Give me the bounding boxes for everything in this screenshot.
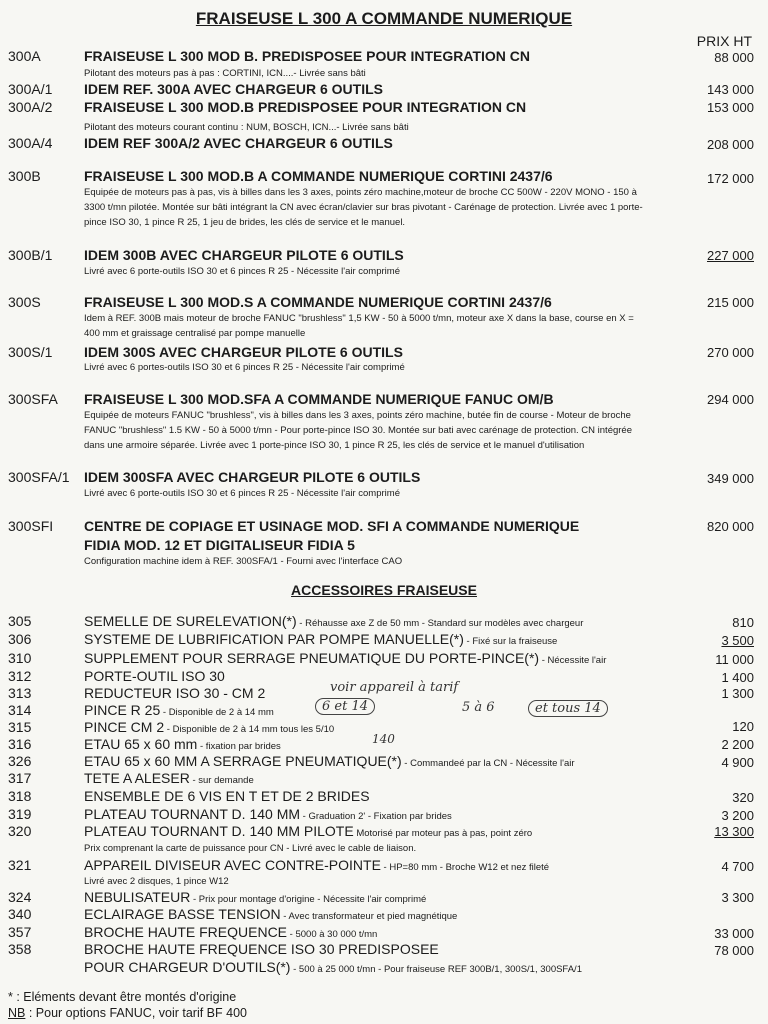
product-price: 215 000	[707, 295, 754, 310]
accessory-ref: 313	[8, 685, 32, 701]
accessory-price: 2 200	[721, 737, 754, 752]
accessory-ref: 312	[8, 668, 32, 684]
product-price: 349 000	[707, 471, 754, 486]
accessory-price: 78 000	[714, 943, 754, 958]
accessory-price: 810	[732, 615, 754, 630]
accessory-price: 1 300	[721, 686, 754, 701]
handwritten-note: et tous 14	[528, 700, 608, 717]
accessory-name: POUR CHARGEUR D'OUTILS(*) - 500 à 25 000 t/mn - Pour fraiseuse REF 300B/1, 300S/1, 300SFA/1	[84, 959, 582, 975]
accessory-name: ETAU 65 x 60 MM A SERRAGE PNEUMATIQUE(*) - Commandeé par la CN - Nécessite l'air	[84, 753, 575, 769]
product-ref: 300A	[8, 48, 41, 64]
accessory-ref: 305	[8, 613, 32, 629]
product-name: FRAISEUSE L 300 MOD.SFA A COMMANDE NUMERIQUE FANUC OM/B	[84, 391, 554, 407]
accessory-price: 33 000	[714, 926, 754, 941]
accessory-ref: 358	[8, 941, 32, 957]
accessory-price: 4 700	[721, 859, 754, 874]
product-ref: 300B/1	[8, 247, 53, 263]
product-desc: Idem à REF. 300B mais moteur de broche FANUC "brushless" 1,5 KW - 50 à 5000 t/mn, moteur axe X dans la base, course en X = 400 mm et graissage centralisé par pompe manuelle	[84, 313, 634, 339]
product-price: 153 000	[707, 100, 754, 115]
product-name: IDEM 300S AVEC CHARGEUR PILOTE 6 OUTILS	[84, 344, 403, 360]
product-ref: 300SFI	[8, 518, 54, 534]
product-name: CENTRE DE COPIAGE ET USINAGE MOD. SFI A COMMANDE NUMERIQUE	[84, 518, 580, 534]
accessory-ref: 324	[8, 889, 32, 905]
accessory-ref: 314	[8, 702, 32, 718]
product-price: 208 000	[707, 137, 754, 152]
accessory-price: 11 000	[715, 652, 754, 667]
accessory-name: PLATEAU TOURNANT D. 140 MM PILOTE Motorisé par moteur pas à pas, point zéro	[84, 823, 533, 839]
accessory-price: 3 200	[721, 808, 754, 823]
accessory-name: ETAU 65 x 60 mm - fixation par brides	[84, 736, 281, 752]
accessory-name: TETE A ALESER - sur demande	[84, 770, 254, 786]
product-ref: 300S/1	[8, 344, 53, 360]
accessories-title: ACCESSOIRES FRAISEUSE	[291, 582, 477, 598]
accessory-name: APPAREIL DIVISEUR AVEC CONTRE-POINTE - HP=80 mm - Broche W12 et nez fileté	[84, 857, 550, 873]
product-desc: Pilotant des moteurs pas à pas : CORTINI, ICN....- Livrée sans bâti	[84, 68, 366, 79]
product-ref: 300B	[8, 168, 41, 184]
accessory-price: 1 400	[721, 670, 754, 685]
accessory-name: NEBULISATEUR - Prix pour montage d'origine - Nécessite l'air comprimé	[84, 889, 427, 905]
product-desc: Equipée de moteurs FANUC "brushless", vis à billes dans les 3 axes, points zéro machine, butée fin de course - Moteur de broche FANUC "brushless" 1.5 KW - 50 à 5000 t/mn - Pour porte-pince ISO 30. Montée sur bati avec carénage de protection. CN intégrée dans une armoire séparée. Livrée avec 1 porte-pince ISO 30, 1 pince R 25, les clés de service et le manuel d'utilisation	[84, 410, 632, 451]
accessory-name: PINCE R 25 - Disponible de 2 à 14 mm	[84, 702, 274, 718]
product-ref: 300SFA/1	[8, 469, 70, 485]
product-name: FRAISEUSE L 300 MOD B. PREDISPOSEE POUR INTEGRATION CN	[84, 48, 530, 64]
accessory-name: SYSTEME DE LUBRIFICATION PAR POMPE MANUELLE(*) - Fixé sur la fraiseuse	[84, 631, 558, 647]
accessory-desc: Livré avec 2 disques, 1 pince W12	[84, 876, 229, 887]
accessory-name: PLATEAU TOURNANT D. 140 MM - Graduation 2' - Fixation par brides	[84, 806, 452, 822]
footnote: NB : Pour options FANUC, voir tarif BF 400	[8, 1006, 247, 1020]
product-name: FRAISEUSE L 300 MOD.B A COMMANDE NUMERIQUE CORTINI 2437/6	[84, 168, 553, 184]
accessory-ref: 321	[8, 857, 32, 873]
accessory-price: 13 300	[714, 824, 754, 839]
footnote: * : Eléments devant être montés d'origine	[8, 990, 237, 1004]
accessory-name: PORTE-OUTIL ISO 30	[84, 668, 225, 684]
accessory-ref: 315	[8, 719, 32, 735]
accessory-price: 3 500	[721, 633, 754, 648]
accessory-ref: 316	[8, 736, 32, 752]
accessory-price: 320	[732, 790, 754, 805]
accessory-ref: 319	[8, 806, 32, 822]
product-ref: 300A/2	[8, 99, 53, 115]
product-ref: 300A/1	[8, 81, 53, 97]
accessory-price: 120	[732, 719, 754, 734]
accessory-ref: 318	[8, 788, 32, 804]
product-price: 227 000	[707, 248, 754, 263]
product-price: 294 000	[707, 392, 754, 407]
handwritten-note: voir appareil à tarif	[330, 680, 459, 695]
product-desc: Configuration machine idem à REF. 300SFA/1 - Fourni avec l'interface CAO	[84, 556, 403, 567]
accessory-ref: 320	[8, 823, 32, 839]
accessory-ref: 340	[8, 906, 32, 922]
product-price: 88 000	[714, 50, 754, 65]
product-name: IDEM 300SFA AVEC CHARGEUR PILOTE 6 OUTILS	[84, 469, 421, 485]
product-price: 820 000	[707, 519, 754, 534]
accessory-name: BROCHE HAUTE FREQUENCE ISO 30 PREDISPOSEE	[84, 941, 439, 957]
accessory-name: SUPPLEMENT POUR SERRAGE PNEUMATIQUE DU PORTE-PINCE(*) - Nécessite l'air	[84, 650, 607, 666]
product-desc: Livré avec 6 porte-outils ISO 30 et 6 pinces R 25 - Nécessite l'air comprimé	[84, 266, 400, 277]
accessory-ref: 326	[8, 753, 32, 769]
product-name-line2: FIDIA MOD. 12 ET DIGITALISEUR FIDIA 5	[84, 537, 355, 553]
accessory-ref: 357	[8, 924, 32, 940]
product-price: 143 000	[707, 82, 754, 97]
accessory-ref: 306	[8, 631, 32, 647]
product-name: IDEM 300B AVEC CHARGEUR PILOTE 6 OUTILS	[84, 247, 404, 263]
accessory-name: PINCE CM 2 - Disponible de 2 à 14 mm tous les 5/10	[84, 719, 335, 735]
product-ref: 300S	[8, 294, 41, 310]
accessory-name: ENSEMBLE DE 6 VIS EN T ET DE 2 BRIDES	[84, 788, 370, 804]
accessory-name: REDUCTEUR ISO 30 - CM 2	[84, 685, 266, 701]
product-name: FRAISEUSE L 300 MOD.S A COMMANDE NUMERIQUE CORTINI 2437/6	[84, 294, 552, 310]
product-desc: Livré avec 6 portes-outils ISO 30 et 6 pinces R 25 - Nécessite l'air comprimé	[84, 362, 405, 373]
accessory-ref: 317	[8, 770, 32, 786]
handwritten-note: 6 et 14	[315, 698, 375, 715]
product-desc: Equipée de moteurs pas à pas, vis à billes dans les 3 axes, points zéro machine,moteur de broche CC 500W - 220V MONO - 150 à 3300 t/mn pilotée. Montée sur bâti intégrant la CN avec écran/clavier sur bras pivotant - Carénage de protection. Livrée avec 1 porte-pince ISO 30, 1 pince R 25, 1 jeu de brides, les clés de service et le manuel.	[84, 187, 643, 228]
accessory-name: SEMELLE DE SURELEVATION(*) - Réhausse axe Z de 50 mm - Standard sur modèles avec chargeur	[84, 613, 584, 629]
product-desc: Pilotant des moteurs courant continu : NUM, BOSCH, ICN...- Livrée sans bâti	[84, 122, 409, 133]
accessory-desc: Prix comprenant la carte de puissance pour CN - Livré avec le cable de liaison.	[84, 843, 417, 854]
product-name: IDEM REF 300A/2 AVEC CHARGEUR 6 OUTILS	[84, 135, 393, 151]
accessory-name: ECLAIRAGE BASSE TENSION - Avec transformateur et pied magnétique	[84, 906, 458, 922]
product-name: FRAISEUSE L 300 MOD.B PREDISPOSEE POUR INTEGRATION CN	[84, 99, 527, 115]
product-ref: 300SFA	[8, 391, 58, 407]
accessory-price: 4 900	[721, 755, 754, 770]
product-ref: 300A/4	[8, 135, 53, 151]
product-price: 172 000	[707, 171, 754, 186]
accessory-ref: 310	[8, 650, 32, 666]
price-column-header: PRIX HT	[696, 33, 752, 49]
product-name: IDEM REF. 300A AVEC CHARGEUR 6 OUTILS	[84, 81, 383, 97]
handwritten-note: 140	[372, 732, 395, 746]
accessory-price: 3 300	[721, 890, 754, 905]
handwritten-note: 5 à 6	[462, 700, 495, 715]
product-desc: Livré avec 6 porte-outils ISO 30 et 6 pinces R 25 - Nécessite l'air comprimé	[84, 488, 400, 499]
page-title: FRAISEUSE L 300 A COMMANDE NUMERIQUE	[195, 9, 573, 28]
product-price: 270 000	[707, 345, 754, 360]
accessory-name: BROCHE HAUTE FREQUENCE - 5000 à 30 000 t/mn	[84, 924, 378, 940]
